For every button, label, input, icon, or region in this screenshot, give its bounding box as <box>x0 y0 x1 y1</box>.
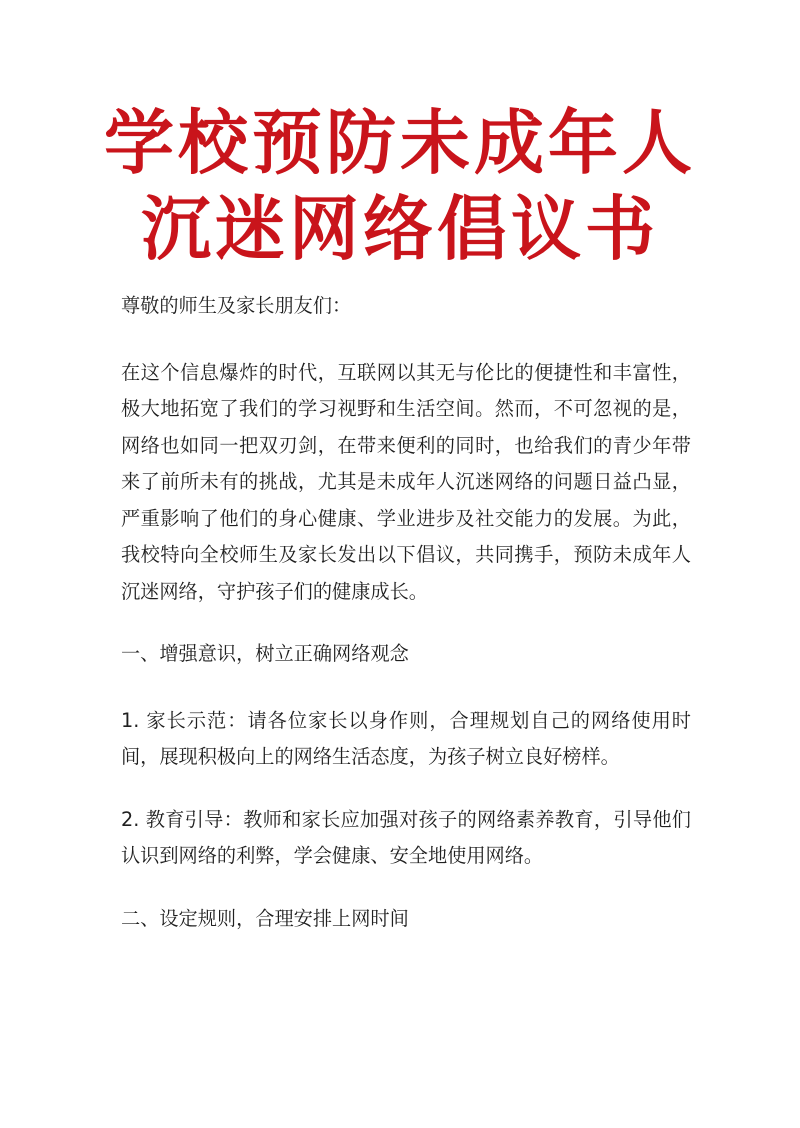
intro-paragraph: 在这个信息爆炸的时代，互联网以其无与伦比的便捷性和丰富性，极大地拓宽了我们的学习视野和生活空间。然而，不可忽视的是，网络也如同一把双刃剑，在带来便利的同时，也给我们的青少年带来了前所未有的挑战，尤其是未成年人沉迷网络的问题日益凸显，严重影响了他们的身心健康、学业进步及社交能力的发展。为此，我校特向全校师生及家长发出以下倡议，共同携手，预防未成年人沉迷网络，守护孩子们的健康成长。 <box>121 360 691 603</box>
item-1-paragraph: 1. 家长示范：请各位家长以身作则，合理规划自己的网络使用时间，展现积极向上的网络生活态度，为孩子树立良好榜样。 <box>121 708 691 768</box>
salutation: 尊敬的师生及家长朋友们： <box>121 294 352 317</box>
title-line-2: 沉迷网络倡议书 <box>141 188 659 270</box>
document-body <box>121 288 691 967</box>
section-2-heading: 二、设定规则，合理安排上网时间 <box>121 906 409 930</box>
document-title <box>0 100 800 272</box>
section-1-heading: 一、增强意识，树立正确网络观念 <box>121 642 409 665</box>
item-2-paragraph: 2. 教育引导：教师和家长应加强对孩子的网络素养教育，引导他们认识到网络的利弊，学会健康、安全地使用网络。 <box>121 807 691 867</box>
title-line-1: 学校预防未成年人 <box>104 102 696 184</box>
